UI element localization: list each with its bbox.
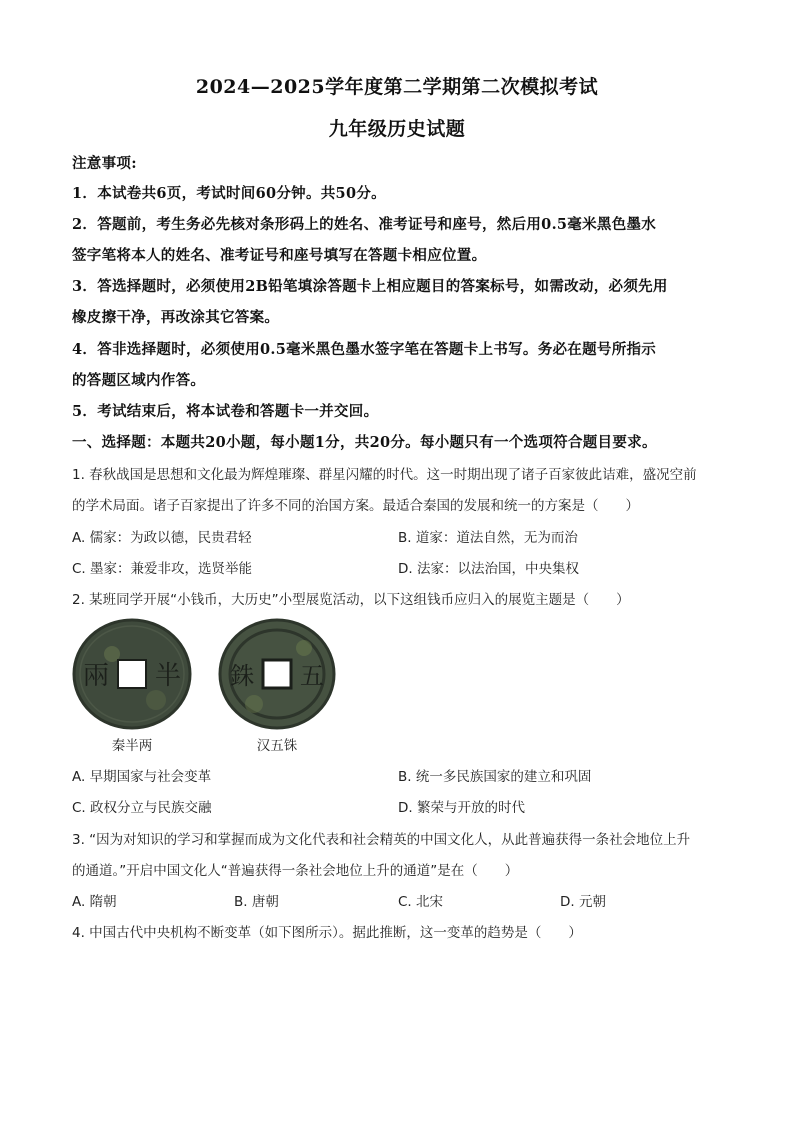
q1-option-c: C. 墨家：兼爱非攻，选贤举能 — [72, 561, 253, 577]
q2-option-b: B. 统一多民族国家的建立和巩固 — [398, 769, 592, 785]
coin1-glyph-right: 半 — [154, 661, 182, 691]
note-line-4: 3．答选择题时，必须使用2B铅笔填涂答题卡上相应题目的答案标号，如需改动，必须先用 — [72, 278, 668, 295]
q4-stem-line-1: 4. 中国古代中央机构不断变革（如下图所示）。据此推断，这一变革的趋势是（ ） — [72, 925, 582, 941]
q1-stem-line-2: 的学术局面。诸子百家提出了许多不同的治国方案。最适合秦国的发展和统一的方案是（ ） — [72, 498, 639, 514]
coin2-glyph-right: 五 — [300, 662, 324, 690]
q2-stem-line-1: 2. 某班同学开展“小钱币，大历史”小型展览活动，以下这组钱币应归入的展览主题是（ ） — [72, 592, 630, 608]
note-line-7: 的答题区域内作答。 — [72, 372, 206, 389]
q2-option-c: C. 政权分立与民族交融 — [72, 800, 212, 816]
q1-stem-line-1: 1. 春秋战国是思想和文化最为辉煌璀璨、群星闪耀的时代。这一时期出现了诸子百家彼此诘难，盛况空前 — [72, 467, 697, 483]
q3-option-c: C. 北宋 — [398, 894, 444, 910]
notes-heading: 注意事项: — [72, 155, 137, 172]
q3-option-b: B. 唐朝 — [234, 894, 279, 910]
coin1-glyph-left: 兩 — [82, 661, 110, 691]
exam-subtitle: 九年级历史试题 — [328, 118, 466, 140]
q1-option-d: D. 法家：以法治国，中央集权 — [398, 561, 579, 577]
han-wuzhu-coin-image — [218, 618, 336, 730]
q2-option-d: D. 繁荣与开放的时代 — [398, 800, 525, 816]
coin2-glyph-left: 銖 — [230, 662, 254, 690]
coin1-caption: 秦半两 — [111, 738, 153, 754]
qin-banliang-coin-image — [72, 618, 192, 730]
note-line-2: 2．答题前，考生务必先核对条形码上的姓名、准考证号和座号，然后用0.5毫米黑色墨水 — [72, 216, 657, 233]
exam-title: 2024—2025学年度第二学期第二次模拟考试 — [195, 76, 599, 98]
q1-option-b: B. 道家：道法自然，无为而治 — [398, 530, 578, 546]
q2-option-a: A. 早期国家与社会变革 — [72, 769, 212, 785]
coin2-caption: 汉五铢 — [256, 738, 298, 754]
note-line-5: 橡皮擦干净，再改涂其它答案。 — [72, 309, 280, 326]
note-line-6: 4．答非选择题时，必须使用0.5毫米黑色墨水签字笔在答题卡上书写。务必在题号所指示 — [72, 341, 657, 358]
q3-option-a: A. 隋朝 — [72, 894, 117, 910]
q3-stem-line-2: 的通道。”开启中国文化人“普遍获得一条社会地位上升的通道”是在（ ） — [72, 863, 519, 879]
q1-option-a: A. 儒家：为政以德，民贵君轻 — [72, 530, 252, 546]
note-line-8: 5．考试结束后，将本试卷和答题卡一并交回。 — [72, 403, 379, 420]
q3-stem-line-1: 3. “因为对知识的学习和掌握而成为文化代表和社会精英的中国文化人，从此普遍获得一条社会地位上升 — [72, 832, 691, 848]
section-heading: 一、选择题：本题共20小题，每小题1分，共20分。每小题只有一个选项符合题目要求。 — [72, 434, 657, 451]
note-line-3: 签字笔将本人的姓名、准考证号和座号填写在答题卡相应位置。 — [72, 247, 487, 264]
note-line-1: 1．本试卷共6页，考试时间60分钟。共50分。 — [72, 185, 386, 202]
q3-option-d: D. 元朝 — [560, 894, 606, 910]
